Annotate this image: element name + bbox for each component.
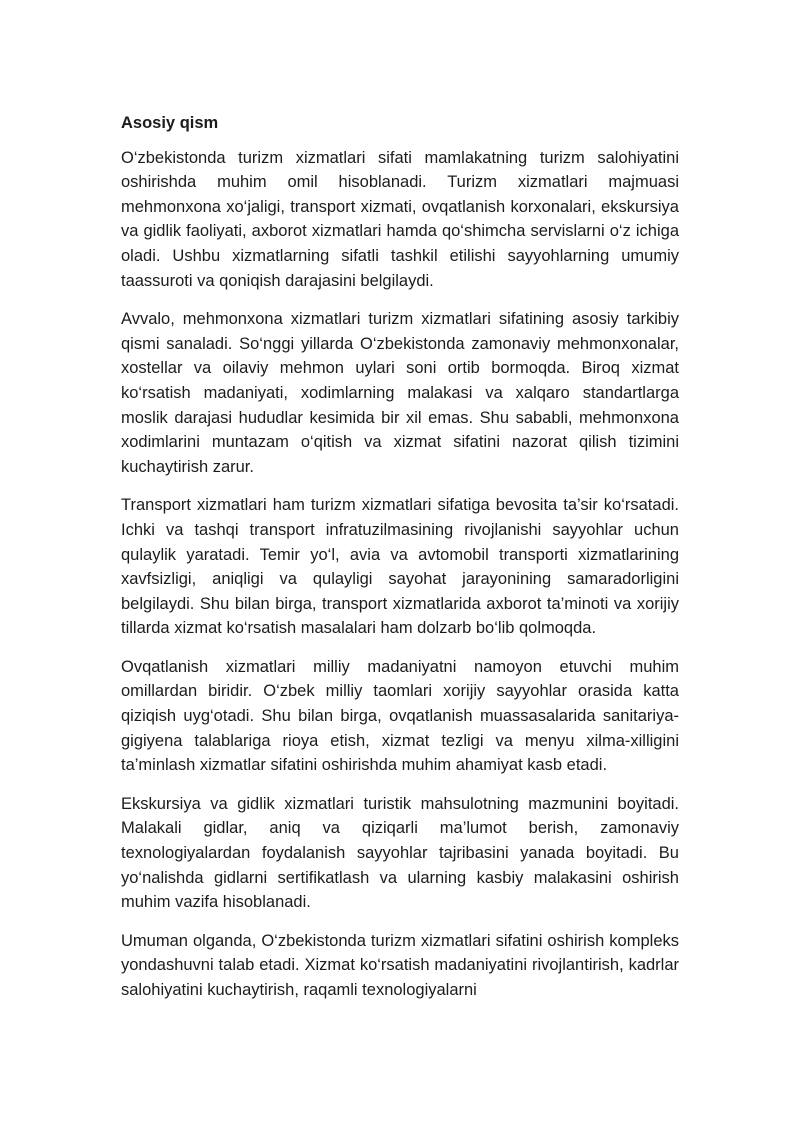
paragraph-1: O‘zbekistonda turizm xizmatlari sifati mamlakatning turizm salohiyatini oshirishda muhim omil hisoblanadi. Turizm xizmatlari majmuasi mehmonxona xo‘jaligi, transport xizmati, ovqatlanish korxonalari, ekskursiya va gidlik faoliyati, axborot xizmatlari hamda qo‘shimcha servislarni o‘z ichiga oladi. Ushbu xizmatlarning sifatli tashkil etilishi sayyohlarning umumiy taassuroti va qoniqish darajasini belgilaydi. [121, 148, 679, 290]
paragraph-5: Ekskursiya va gidlik xizmatlari turistik mahsulotning mazmunini boyitadi. Malakali gidlar, aniq va qiziqarli ma’lumot berish, zamonaviy texnologiyalardan foydalanish sayyohlar tajribasini yanada boyitadi. Bu yo‘nalishda gidlarni sertifikatlash va ularning kasbiy malakasini oshirish muhim vazifa hisoblanadi. [121, 794, 679, 912]
paragraph-6: Umuman olganda, O‘zbekistonda turizm xizmatlari sifatini oshirish kompleks yondashuvni talab etadi. Xizmat ko‘rsatish madaniyatini rivojlantirish, kadrlar salohiyatini kuchaytirish, raqamli texnologiyalarni [121, 931, 679, 999]
document-page [121, 111, 679, 1003]
paragraph-2: Avvalo, mehmonxona xizmatlari turizm xizmatlari sifatining asosiy tarkibiy qismi sanaladi. So‘nggi yillarda O‘zbekistonda zamonaviy mehmonxonalar, xostellar va oilaviy mehmon uylari soni ortib bormoqda. Biroq xizmat ko‘rsatish madaniyati, xodimlarning malakasi va xalqaro standartlarga moslik darajasi hududlar kesimida bir xil emas. Shu sababli, mehmonxona xodimlarini muntazam o‘qitish va xizmat sifatini nazorat qilish tizimini kuchaytirish zarur. [121, 310, 679, 476]
section-heading: Asosiy qism [121, 114, 219, 132]
paragraph-4: Ovqatlanish xizmatlari milliy madaniyatni namoyon etuvchi muhim omillardan biridir. O‘zbek milliy taomlari xorijiy sayyohlar orasida katta qiziqish uyg‘otadi. Shu bilan birga, ovqatlanish muassasalarida sanitariya-gigiyena talablariga rioya etish, xizmat tezligi va menyu xilma-xilligini ta’minlash xizmatlar sifatini oshirishda muhim ahamiyat kasb etadi. [121, 657, 679, 775]
paragraph-3: Transport xizmatlari ham turizm xizmatlari sifatiga bevosita ta’sir ko‘rsatadi. Ichki va tashqi transport infratuzilmasining rivojlanishi sayyohlar uchun qulaylik yaratadi. Temir yo‘l, avia va avtomobil transporti xizmatlarining xavfsizligi, aniqligi va qulayligi sayohat jarayonining samaradorligini belgilaydi. Shu bilan birga, transport xizmatlarida axborot ta’minoti va xorijiy tillarda xizmat ko‘rsatish masalalari ham dolzarb bo‘lib qolmoqda. [121, 496, 679, 638]
